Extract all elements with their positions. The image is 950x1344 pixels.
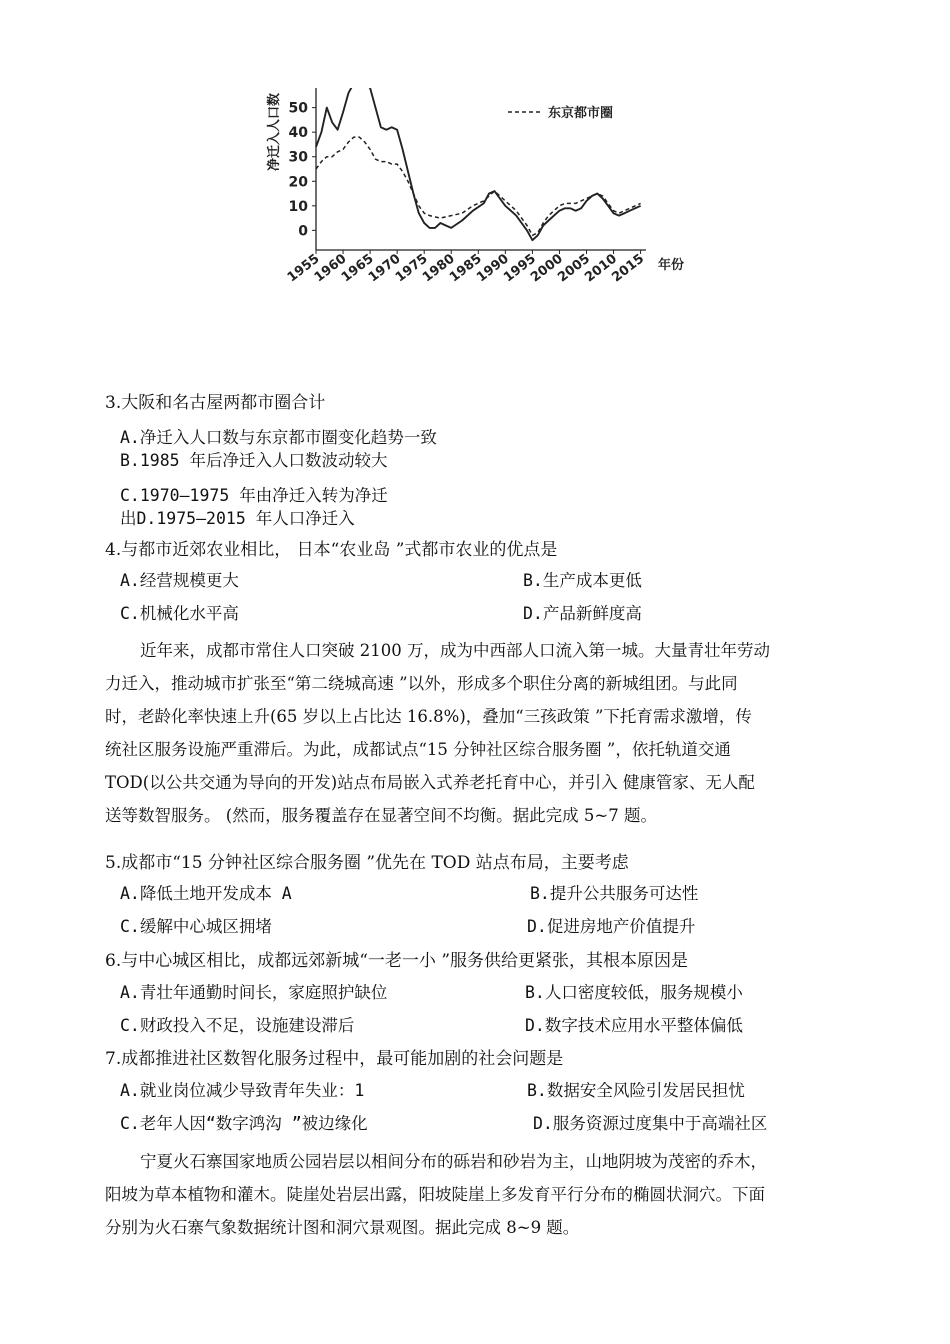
q5-option-c[interactable]: C.缓解中心城区拥堵 bbox=[120, 917, 272, 936]
q7-option-a[interactable]: A.就业岗位减少导致青年失业：1 bbox=[120, 1081, 365, 1100]
q7-option-d[interactable]: D.服务资源过度集中于高端社区 bbox=[533, 1114, 768, 1133]
q5-option-b[interactable]: B.提升公共服务可达性 bbox=[530, 884, 699, 903]
x-tick-label: 1975 bbox=[392, 251, 431, 286]
y-tick-label: 20 bbox=[288, 174, 308, 191]
q5-option-d[interactable]: D.促进房地产价值提升 bbox=[527, 917, 696, 936]
net-migration-line-chart bbox=[258, 82, 690, 310]
x-axis-label: 年份 bbox=[658, 258, 685, 273]
passage-line: 宁夏火石寨国家地质公园岩层以相间分布的砾岩和砂岩为主，山地阴坡为茂密的乔木， bbox=[140, 1152, 767, 1171]
x-tick-label: 2010 bbox=[582, 251, 621, 286]
q4-option-c[interactable]: C.机械化水平高 bbox=[120, 604, 239, 623]
q7-option-c[interactable]: C.老年人因“数字鸿沟 ”被边缘化 bbox=[120, 1114, 368, 1133]
passage-line: 分别为火石寨气象数据统计图和洞穴景观图。据此完成 8~9 题。 bbox=[105, 1218, 580, 1237]
x-tick-label: 2005 bbox=[555, 251, 593, 286]
q3-option-c[interactable]: C.1970—1975 年由净迁入转为净迁 bbox=[120, 486, 388, 505]
q4-option-b[interactable]: B.生产成本更低 bbox=[523, 571, 642, 590]
q6-option-c[interactable]: C.财政投入不足，设施建设滞后 bbox=[120, 1016, 355, 1035]
q6-stem: 6.与中心城区相比，成都远郊新城“一老一小 ”服务供给更紧张，其根本原因是 bbox=[105, 951, 689, 971]
q6-option-a[interactable]: A.青壮年通勤时间长，家庭照护缺位 bbox=[120, 983, 388, 1002]
legend-label-tokyo: 东京都市圈 bbox=[548, 106, 614, 121]
q5-stem: 5.成都市“15 分钟社区综合服务圈 ”优先在 TOD 站点布局，主要考虑 bbox=[105, 853, 629, 873]
y-tick-label: 30 bbox=[288, 149, 308, 166]
chart-legend bbox=[508, 105, 613, 121]
q3-stem: 3.大阪和名古屋两都市圈合计 bbox=[105, 393, 326, 413]
x-tick-label: 1970 bbox=[365, 251, 404, 286]
q3-option-d[interactable]: 出D.1975—2015 年人口净迁入 bbox=[120, 509, 355, 528]
passage-line: TOD(以公共交通为导向的开发)站点布局嵌入式养老托育中心，并引入 健康管家、无人配 bbox=[105, 773, 755, 792]
x-tick-label: 2000 bbox=[528, 251, 566, 286]
x-tick-label: 1995 bbox=[501, 251, 539, 286]
x-tick-label: 1965 bbox=[338, 251, 377, 286]
y-tick-label: 50 bbox=[288, 100, 308, 117]
q7-stem: 7.成都推进社区数智化服务过程中，最可能加剧的社会问题是 bbox=[105, 1049, 564, 1069]
x-tick-label: 1980 bbox=[419, 251, 458, 286]
passage-line: 阳坡为草本植物和灌木。陡崖处岩层出露，阳坡陡崖上多发育平行分布的椭圆状洞穴。下面 bbox=[105, 1185, 765, 1204]
passage-line: 统社区服务设施严重滞后。为此，成都试点“15 分钟社区综合服务圈 ”，依托轨道交通 bbox=[105, 740, 731, 759]
series-line-tokyo bbox=[316, 137, 641, 235]
passage-line: 力迁入，推动城市扩张至“第二绕城高速 ”以外，形成多个职住分离的新城组团。与此同 bbox=[105, 674, 738, 693]
x-tick-label: 1985 bbox=[447, 251, 485, 286]
q4-option-a[interactable]: A.经营规模更大 bbox=[120, 571, 239, 590]
q3-option-b[interactable]: B.1985 年后净迁入人口数波动较大 bbox=[120, 451, 388, 470]
y-tick-label: 40 bbox=[288, 125, 308, 142]
y-axis-label: 净迁入人口数 bbox=[267, 92, 282, 172]
x-tick-label: 1955 bbox=[284, 251, 323, 286]
passage-line: 送等数智服务。 (然而，服务覆盖存在显著空间不均衡。据此完成 5~7 题。 bbox=[105, 806, 657, 825]
q4-stem: 4.与都市近郊农业相比， 日本“农业岛 ”式都市农业的优点是 bbox=[105, 540, 558, 560]
x-tick-label: 1960 bbox=[311, 251, 350, 286]
x-tick-label: 1990 bbox=[474, 251, 512, 286]
passage-line: 近年来，成都市常住人口突破 2100 万，成为中西部人口流入第一城。大量青壮年劳动 bbox=[140, 641, 770, 660]
q3-option-a[interactable]: A.净迁入人口数与东京都市圈变化趋势一致 bbox=[120, 428, 437, 447]
passage-huoshizhai bbox=[105, 1145, 855, 1244]
q6-option-d[interactable]: D.数字技术应用水平整体偏低 bbox=[525, 1016, 743, 1035]
q7-option-b[interactable]: B.数据安全风险引发居民担忧 bbox=[527, 1081, 745, 1100]
passage-chengdu bbox=[105, 634, 855, 832]
y-tick-label: 0 bbox=[298, 223, 308, 240]
q6-option-b[interactable]: B.人口密度较低，服务规模小 bbox=[525, 983, 743, 1002]
q5-option-a[interactable]: A.降低土地开发成本 A bbox=[120, 884, 292, 903]
q4-option-d[interactable]: D.产品新鲜度高 bbox=[523, 604, 642, 623]
y-tick-label: 10 bbox=[288, 198, 308, 215]
x-tick-label: 2015 bbox=[609, 251, 648, 286]
passage-line: 时，老龄化率快速上升(65 岁以上占比达 16.8%)，叠加“三孩政策 ”下托育需求激增，传 bbox=[105, 707, 752, 726]
